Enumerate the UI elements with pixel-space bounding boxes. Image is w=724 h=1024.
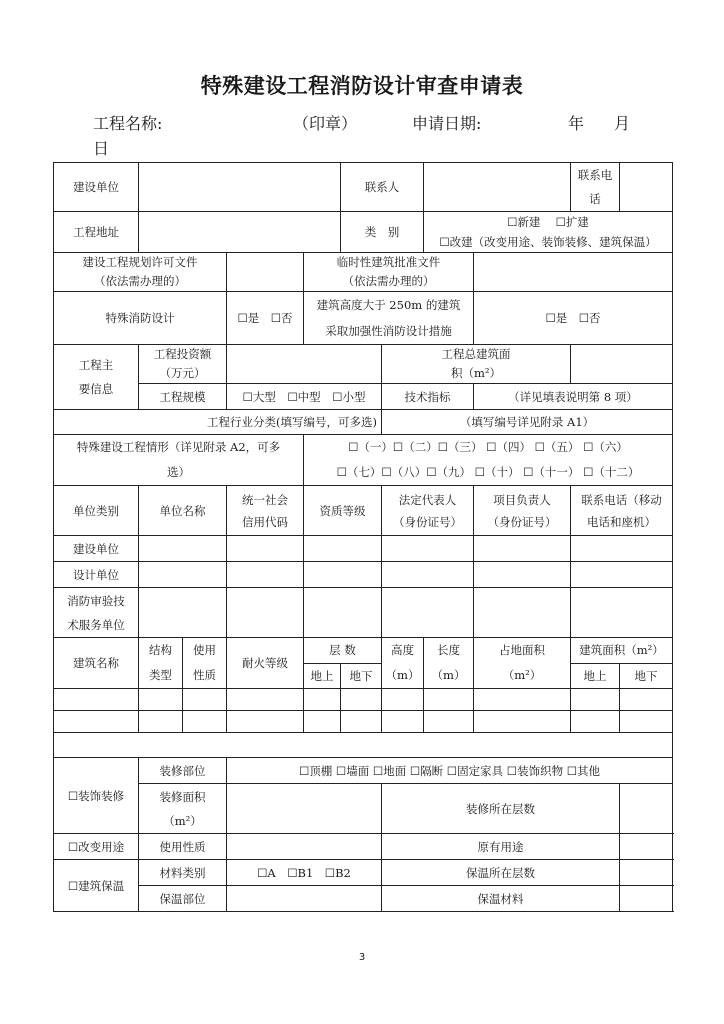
permit-field[interactable] xyxy=(227,253,304,292)
length-header xyxy=(424,638,474,689)
unit-type-header: 单位类别 xyxy=(54,486,139,536)
unit-service-label xyxy=(54,588,139,638)
page-title: 特殊建设工程消防设计审查申请表 xyxy=(200,74,524,98)
insulation-floor-label: 保温所在层数 xyxy=(382,860,620,886)
decor-floor-label: 装修所在层数 xyxy=(382,784,620,834)
unit-build-lead-field[interactable] xyxy=(474,536,571,562)
main-info-label xyxy=(54,345,139,410)
building-row-1-cell[interactable] xyxy=(571,689,620,711)
original-use-field[interactable] xyxy=(620,834,673,860)
building-row-1-name[interactable] xyxy=(54,689,139,711)
apply-date-label: 申请日期: xyxy=(412,114,482,133)
footprint-line-2: （m²） xyxy=(502,668,542,682)
unit-service-phone-field[interactable] xyxy=(571,588,673,638)
special-case-options[interactable] xyxy=(304,435,673,486)
contact-label: 联系人 xyxy=(341,163,424,212)
unit-design-label: 设计单位 xyxy=(54,562,139,588)
unit-design-legal-field[interactable] xyxy=(382,562,474,588)
use-nature-line-2: 性质 xyxy=(193,668,216,682)
material-type-label: 材料类别 xyxy=(139,860,227,886)
total-area-label xyxy=(382,345,571,384)
length-line-2: （m） xyxy=(431,668,466,682)
project-lead-line-1: 项目负责人 xyxy=(493,492,551,507)
unit-service-lead-field[interactable] xyxy=(474,588,571,638)
legal-rep-line-1: 法定代表人 xyxy=(398,492,457,507)
height-line-2: （m） xyxy=(385,668,420,682)
project-lead-line-2: （身份证号） xyxy=(487,514,557,529)
temp-approval-field[interactable] xyxy=(474,253,673,292)
use-nature-field[interactable] xyxy=(227,834,382,860)
insulation-material-field[interactable] xyxy=(620,886,673,912)
unit-name-header: 单位名称 xyxy=(139,486,227,536)
main-info-line-2: 要信息 xyxy=(78,382,114,396)
unit-service-grade-field[interactable] xyxy=(304,588,382,638)
area-above-header: 地上 xyxy=(571,663,620,689)
building-row-2-cell[interactable] xyxy=(227,711,304,733)
floors-above-header: 地上 xyxy=(304,663,341,689)
project-name-label: 工程名称: xyxy=(93,114,163,133)
unit-build-label: 建设单位 xyxy=(54,536,139,562)
building-row-2-cell[interactable] xyxy=(382,711,424,733)
special-design-yes-no[interactable]: ☐是 ☐否 xyxy=(227,292,304,345)
unit-design-name-field[interactable] xyxy=(139,562,227,588)
temp-approval-label xyxy=(304,253,474,292)
building-row-2-cell[interactable] xyxy=(620,711,673,733)
build-unit-label: 建设单位 xyxy=(54,163,139,212)
footprint-line-1: 占地面积 xyxy=(499,643,545,657)
industry-note: （填写编号详见附录 A1） xyxy=(382,410,673,435)
unit-service-credit-field[interactable] xyxy=(227,588,304,638)
building-row-1-cell[interactable] xyxy=(304,689,341,711)
building-name-header: 建筑名称 xyxy=(54,638,139,689)
unit-design-credit-field[interactable] xyxy=(227,562,304,588)
height-250-label xyxy=(304,292,474,345)
building-row-2-cell[interactable] xyxy=(183,711,227,733)
building-row-1-cell[interactable] xyxy=(382,689,424,711)
unit-build-grade-field[interactable] xyxy=(304,536,382,562)
building-row-2-cell[interactable] xyxy=(424,711,474,733)
address-label: 工程地址 xyxy=(54,212,139,253)
unit-phone-line-2: 电话和座机） xyxy=(587,514,656,529)
total-area-line-2: 积（m²） xyxy=(450,366,501,380)
unit-build-credit-field[interactable] xyxy=(227,536,304,562)
floors-header: 层 数 xyxy=(304,638,382,664)
area-below-header: 地下 xyxy=(620,663,673,689)
category-label: 类 别 xyxy=(341,212,424,253)
struct-type-line-1: 结构 xyxy=(149,643,172,657)
unit-build-name-field[interactable] xyxy=(139,536,227,562)
page-number: 3 xyxy=(358,952,366,963)
unit-service-legal-field[interactable] xyxy=(382,588,474,638)
decor-part-options[interactable]: ☐顶棚 ☐墙面 ☐地面 ☐隔断 ☐固定家具 ☐装饰织物 ☐其他 xyxy=(227,758,673,784)
special-case-label xyxy=(54,435,304,486)
spacer-row xyxy=(54,733,673,758)
category-options[interactable] xyxy=(424,212,673,253)
struct-type-line-2: 类型 xyxy=(149,668,172,682)
insulation-part-label: 保温部位 xyxy=(139,886,227,912)
length-line-1: 长度 xyxy=(437,643,460,657)
unit-service-line-1: 消防审验技 xyxy=(67,593,125,608)
scale-label: 工程规模 xyxy=(139,384,227,410)
height-line-1: 高度 xyxy=(391,643,414,657)
special-design-label: 特殊消防设计 xyxy=(54,292,227,345)
invest-label xyxy=(139,345,227,384)
category-options-line-1[interactable]: ☐新建 ☐扩建 xyxy=(507,215,589,229)
height-250-yes-no[interactable]: ☐是 ☐否 xyxy=(474,292,673,345)
building-row-1-cell[interactable] xyxy=(424,689,474,711)
year-label: 年 xyxy=(568,114,585,133)
fire-rating-header: 耐火等级 xyxy=(227,638,304,689)
category-options-line-2[interactable]: ☐改建（改变用途、装饰装修、建筑保温） xyxy=(439,235,657,249)
decor-area-line-1: 装修面积 xyxy=(159,789,206,804)
contact-field[interactable] xyxy=(424,163,571,212)
unit-build-phone-field[interactable] xyxy=(571,536,673,562)
building-row-1-cell[interactable] xyxy=(341,689,382,711)
tech-index-note: （详见填表说明第 8 项） xyxy=(474,384,673,410)
unit-design-phone-field[interactable] xyxy=(571,562,673,588)
grade-header: 资质等级 xyxy=(304,486,382,536)
insulation-material-label: 保温材料 xyxy=(382,886,620,912)
height-header xyxy=(382,638,424,689)
unit-phone-line-1: 联系电话（移动 xyxy=(581,492,662,507)
unit-service-line-2: 术服务单位 xyxy=(67,617,125,632)
material-type-options[interactable]: ☐A ☐B1 ☐B2 xyxy=(227,860,382,886)
credit-code-line-2: 信用代码 xyxy=(242,514,288,529)
special-case-line-1: 特殊建设工程情形（详见附录 A2，可多 xyxy=(76,440,281,454)
seal-label: （印章） xyxy=(293,114,358,133)
building-row-1-cell[interactable] xyxy=(474,689,571,711)
building-row-2-cell[interactable] xyxy=(341,711,382,733)
contact-phone-field[interactable] xyxy=(620,163,673,212)
contact-phone-label: 联系电话 xyxy=(571,163,620,212)
industry-label: 工程行业分类(填写编号，可多选) xyxy=(54,410,382,435)
unit-build-legal-field[interactable] xyxy=(382,536,474,562)
building-row-1-cell[interactable] xyxy=(620,689,673,711)
tech-index-label: 技术指标 xyxy=(382,384,474,410)
temp-approval-line-1: 临时性建筑批准文件 xyxy=(336,255,441,269)
special-case-line-2: 选） xyxy=(167,465,190,479)
total-area-line-1: 工程总建筑面 xyxy=(441,347,511,361)
invest-field[interactable] xyxy=(227,345,382,384)
building-row-1-cell[interactable] xyxy=(139,689,183,711)
building-row-1-cell[interactable] xyxy=(183,689,227,711)
decor-part-label: 装修部位 xyxy=(139,758,227,784)
insulation-part-field[interactable] xyxy=(227,886,382,912)
decor-area-label xyxy=(139,784,227,834)
insulation-floor-field[interactable] xyxy=(620,860,673,886)
height-250-line-1: 建筑高度大于 250m 的建筑 xyxy=(316,298,461,312)
decor-checkbox-label[interactable]: ☐装饰装修 xyxy=(54,758,139,834)
building-row-2-cell[interactable] xyxy=(571,711,620,733)
building-row-2-cell[interactable] xyxy=(474,711,571,733)
invest-line-2: （万元） xyxy=(159,366,206,380)
unit-design-lead-field[interactable] xyxy=(474,562,571,588)
use-nature-line-1: 使用 xyxy=(193,643,216,657)
legal-rep-header xyxy=(382,486,474,536)
building-area-header: 建筑面积（m²） xyxy=(571,638,673,664)
struct-type-header xyxy=(139,638,183,689)
build-unit-field[interactable] xyxy=(139,163,341,212)
scale-options[interactable]: ☐大型 ☐中型 ☐小型 xyxy=(227,384,382,410)
original-use-label: 原有用途 xyxy=(382,834,620,860)
temp-approval-line-2: （依法需办理的） xyxy=(342,274,435,288)
building-row-2-cell[interactable] xyxy=(304,711,341,733)
building-row-2-name[interactable] xyxy=(54,711,139,733)
month-label: 月 xyxy=(614,114,631,133)
insulation-checkbox-label[interactable]: ☐建筑保温 xyxy=(54,860,139,912)
application-form-table xyxy=(53,162,673,912)
building-row-2-cell[interactable] xyxy=(139,711,183,733)
floors-below-header: 地下 xyxy=(341,663,382,689)
permit-label xyxy=(54,253,227,292)
invest-line-1: 工程投资额 xyxy=(153,347,212,361)
main-info-line-1: 工程主 xyxy=(78,358,114,372)
project-lead-header xyxy=(474,486,571,536)
change-use-checkbox-label[interactable]: ☐改变用途 xyxy=(54,834,139,860)
permit-label-line-2: （依法需办理的） xyxy=(94,274,186,288)
unit-service-name-field[interactable] xyxy=(139,588,227,638)
decor-area-field[interactable] xyxy=(227,784,382,834)
unit-design-grade-field[interactable] xyxy=(304,562,382,588)
use-nature-label: 使用性质 xyxy=(139,834,227,860)
building-row-1-cell[interactable] xyxy=(227,689,304,711)
unit-phone-header xyxy=(571,486,673,536)
height-250-line-2: 采取加强性消防设计措施 xyxy=(325,324,452,338)
credit-code-header xyxy=(227,486,304,536)
credit-code-line-1: 统一社会 xyxy=(242,492,288,507)
day-label: 日 xyxy=(93,139,110,158)
use-nature-header xyxy=(183,638,227,689)
special-case-options-line-2[interactable]: ☐（七）☐（八）☐（九） ☐（十） ☐（十一） ☐（十二） xyxy=(336,465,640,479)
footprint-header xyxy=(474,638,571,689)
decor-floor-field[interactable] xyxy=(620,784,673,834)
legal-rep-line-2: （身份证号） xyxy=(393,514,462,529)
address-field[interactable] xyxy=(139,212,341,253)
total-area-field[interactable] xyxy=(571,345,673,384)
permit-label-line-1: 建设工程规划许可文件 xyxy=(82,255,198,269)
special-case-options-line-1[interactable]: ☐（一）☐（二）☐（三） ☐（四） ☐（五） ☐（六） xyxy=(348,440,628,454)
decor-area-line-2: （m²） xyxy=(163,813,202,828)
